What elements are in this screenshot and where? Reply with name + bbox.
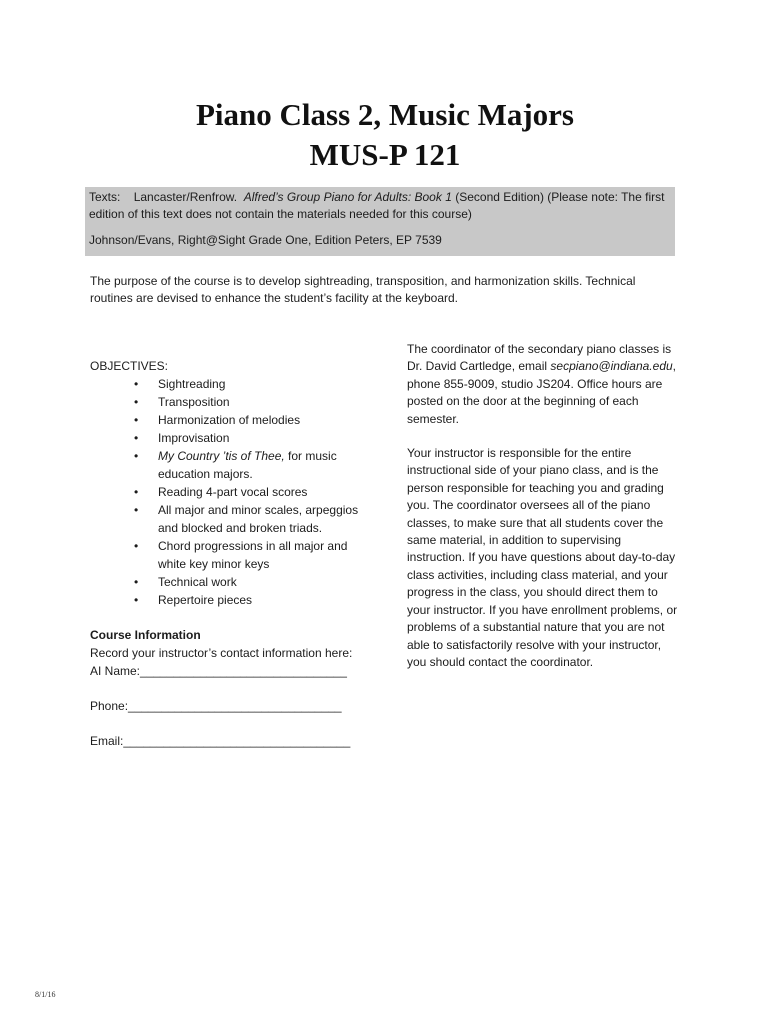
objectives-heading: OBJECTIVES: (90, 359, 169, 373)
bullet-icon: • (134, 449, 139, 463)
song-title: My Country ’tis of Thee, (158, 449, 285, 463)
bullet-icon: • (134, 593, 139, 607)
list-item: • Improvisation (134, 431, 230, 445)
list-item: • Sightreading (134, 377, 226, 391)
list-item: • Harmonization of melodies (134, 413, 301, 427)
instructor-paragraph: Your instructor is responsible for the entire instructional side of your piano class, and is the person responsible for teaching you and grading you. The coordinator oversees all of the piano classes, to make sure that all students cover the same material, in addition to supervising instruction. If you have questions about day-to-day class activities, including class material, and your progress in the class, you should direct them to your instructor. If you have enrollment problems, or problems of a substantial nature that you are not able to satisfactorily resolve with your instructor, you should contact the coordinator. (407, 446, 678, 669)
list-item: • Transposition (134, 395, 230, 409)
bullet-icon: • (134, 413, 139, 427)
textbook-2: Johnson/Evans, Right@Sight Grade One, Edition Peters, EP 7539 (89, 233, 442, 247)
left-column (90, 357, 365, 750)
bullet-icon: • (134, 395, 139, 409)
textbook-1 (89, 189, 671, 223)
objectives-list (90, 375, 365, 609)
list-item: • Reading 4-part vocal scores (134, 485, 308, 499)
list-item: • My Country ’tis of Thee, for music education majors. (134, 449, 337, 481)
list-item: • Chord progressions in all major and white key minor keys (134, 539, 348, 571)
list-item: • Technical work (134, 575, 237, 589)
coordinator-email: secpiano@indiana.edu (550, 359, 673, 374)
list-item: • All major and minor scales, arpeggios and blocked and broken triads. (134, 503, 359, 535)
list-item: • Repertoire pieces (134, 593, 253, 607)
bullet-icon: • (134, 431, 139, 445)
footer-date: 8/1/16 (35, 990, 56, 999)
textbook-1-note: (Second Edition) (Please note: The first edition of this text does not contain the materials needed for this course) (89, 190, 665, 221)
email-field: Email:__________________________________ (90, 734, 351, 748)
course-info-title: Course Information (90, 628, 201, 642)
bullet-icon: • (134, 503, 139, 517)
phone-field: Phone:________________________________ (90, 699, 342, 713)
course-purpose: The purpose of the course is to develop sightreading, transposition, and harmonization skills. Technical routines are devised to enhance the student’s facility at the keyboard. (90, 274, 636, 305)
course-info-instruction: Record your instructor’s contact information here: (90, 646, 353, 660)
textbooks-box (85, 187, 675, 256)
coordinator-paragraph: The coordinator of the secondary piano classes is Dr. David Cartledge, email secpiano@indiana.edu, phone 855-9009, studio JS204. Office hours are posted on the door at the beginning of each semester. (407, 342, 677, 426)
bullet-icon: • (134, 485, 139, 499)
textbook-1-title: Alfred’s Group Piano for Adults: Book 1 (243, 190, 452, 204)
course-information (90, 626, 365, 750)
bullet-icon: • (134, 575, 139, 589)
bullet-icon: • (134, 377, 139, 391)
course-title: Piano Class 2, Music Majors (195, 97, 574, 132)
textbook-1-author: Lancaster/Renfrow. (133, 190, 238, 204)
right-column (407, 341, 679, 671)
texts-label: Texts: (89, 190, 121, 204)
ai-name-field: AI Name:_______________________________ (90, 664, 347, 678)
bullet-icon: • (134, 539, 139, 553)
course-number: MUS-P 121 (309, 137, 461, 172)
